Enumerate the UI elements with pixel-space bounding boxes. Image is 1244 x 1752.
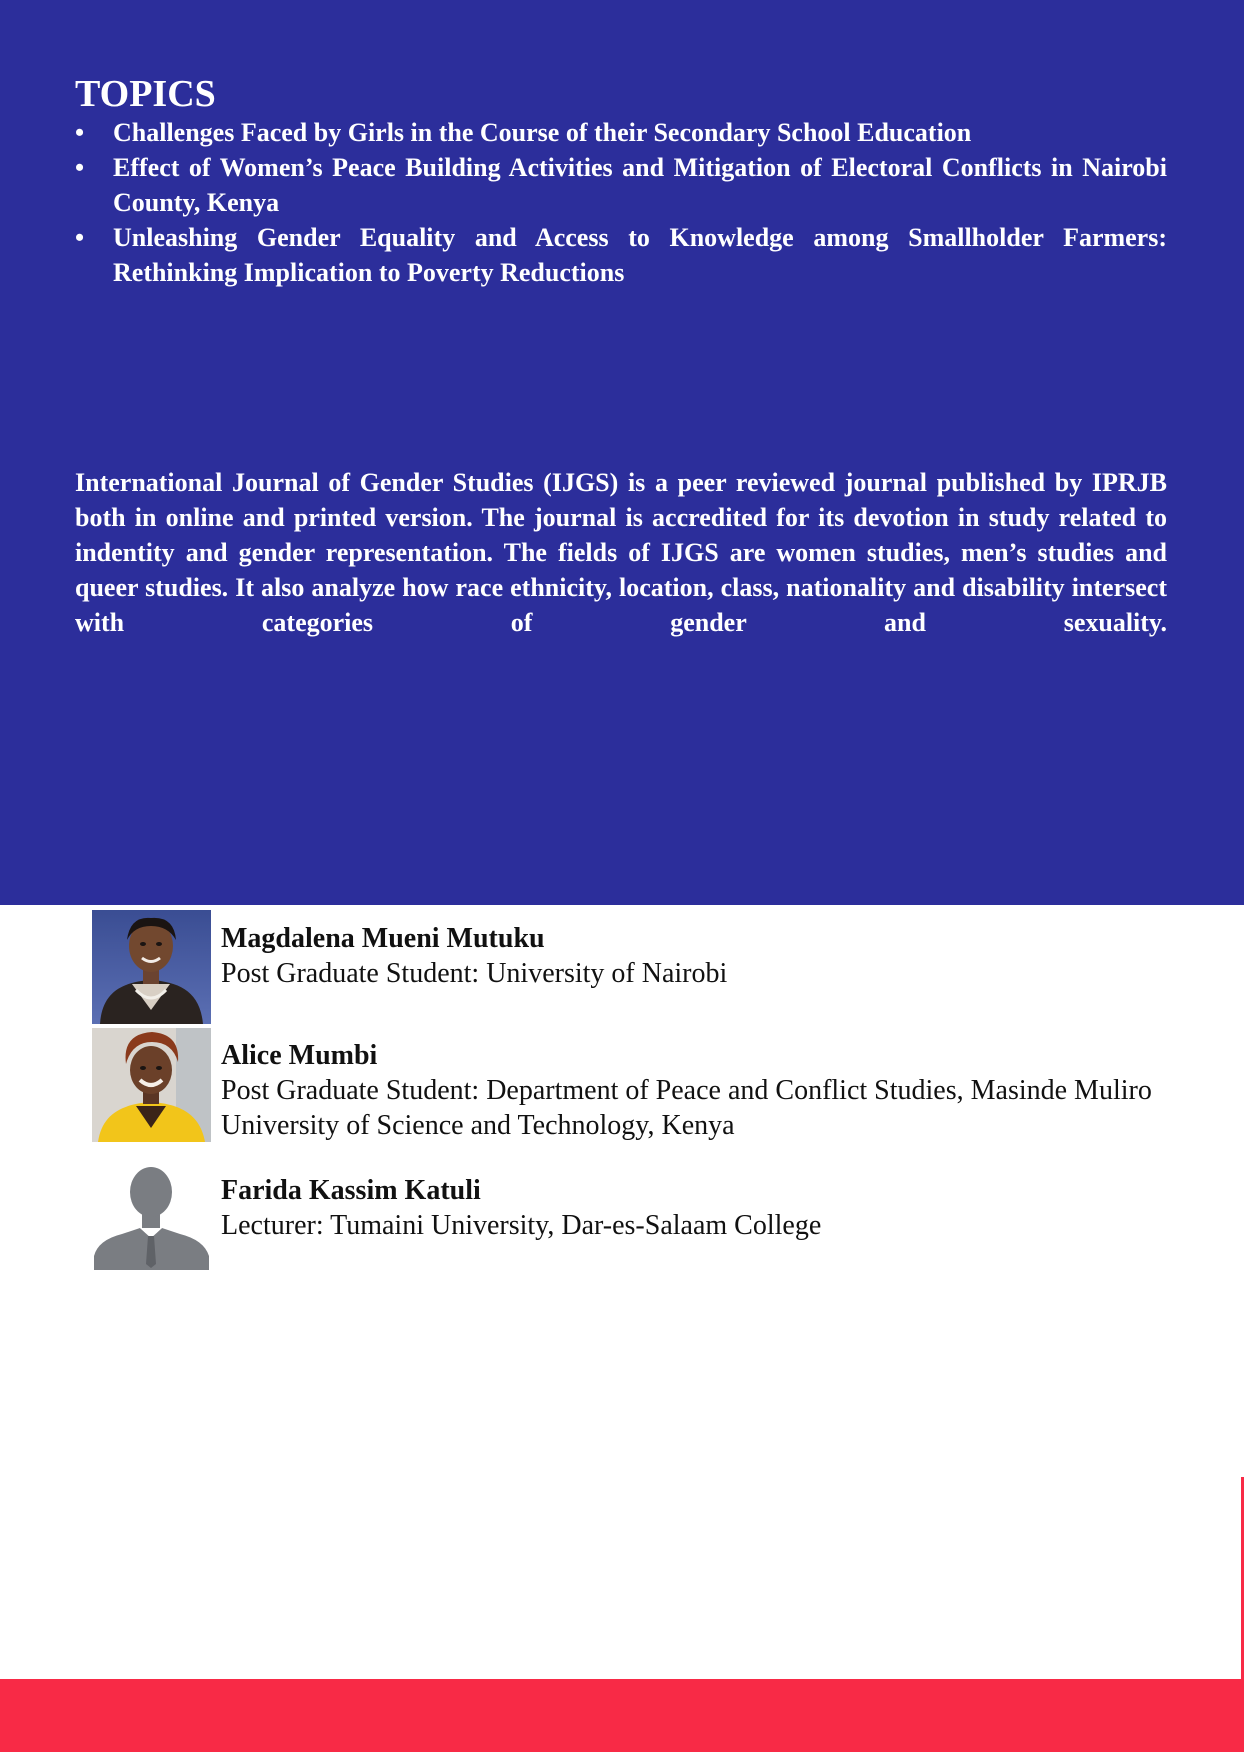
author-affiliation: Post Graduate Student: Department of Peace and Conflict Studies, Masinde Muliro University of Science and Technology, Kenya: [221, 1075, 1152, 1141]
portrait-icon: [92, 910, 211, 1024]
author-info: [221, 921, 1181, 991]
author-affiliation: Lecturer: Tumaini University, Dar-es-Salaam College: [221, 1210, 822, 1241]
author-info: [221, 1038, 1181, 1143]
author-photo: [92, 1164, 211, 1270]
author-name: Magdalena Mueni Mutuku: [221, 923, 545, 954]
topic-text: Unleashing Gender Equality and Access to Knowledge among Smallholder Farmers: Rethinking Implication to Poverty Reductions: [113, 223, 1167, 287]
authors-section: [92, 910, 1182, 1275]
topic-text: Challenges Faced by Girls in the Course of their Secondary School Education: [113, 118, 972, 147]
topic-item: [75, 220, 1167, 290]
author-entry: [92, 1160, 1182, 1290]
topic-item: [75, 115, 1167, 150]
footer-band: [0, 1679, 1244, 1752]
journal-description: International Journal of Gender Studies (IJGS) is a peer reviewed journal published by IPRJB both in online and printed version. The journal is accredited for its devotion in study related to indentity and gender representation. The fields of IJGS are women studies, men’s studies and queer studies. It also analyze how race ethnicity, location, class, nationality and disability intersect with categories of gender and sexuality.: [75, 468, 1167, 637]
author-photo: [92, 910, 211, 1024]
author-entry: [92, 910, 1182, 1025]
portrait-icon: [92, 1028, 211, 1142]
topics-heading: TOPICS: [75, 73, 216, 115]
person-silhouette-icon: [92, 1164, 211, 1270]
author-entry: [92, 1020, 1182, 1140]
topic-text: Effect of Women’s Peace Building Activities and Mitigation of Electoral Conflicts in Nairobi County, Kenya: [113, 153, 1167, 217]
author-affiliation: Post Graduate Student: University of Nairobi: [221, 958, 728, 989]
author-info: [221, 1173, 1181, 1243]
author-name: Alice Mumbi: [221, 1040, 378, 1071]
author-photo: [92, 1028, 211, 1142]
author-name: Farida Kassim Katuli: [221, 1175, 481, 1206]
topics-list: [75, 115, 1167, 290]
bullet-icon: •: [75, 153, 85, 182]
bullet-icon: •: [75, 118, 85, 147]
topic-item: [75, 150, 1167, 220]
bullet-icon: •: [75, 223, 85, 252]
